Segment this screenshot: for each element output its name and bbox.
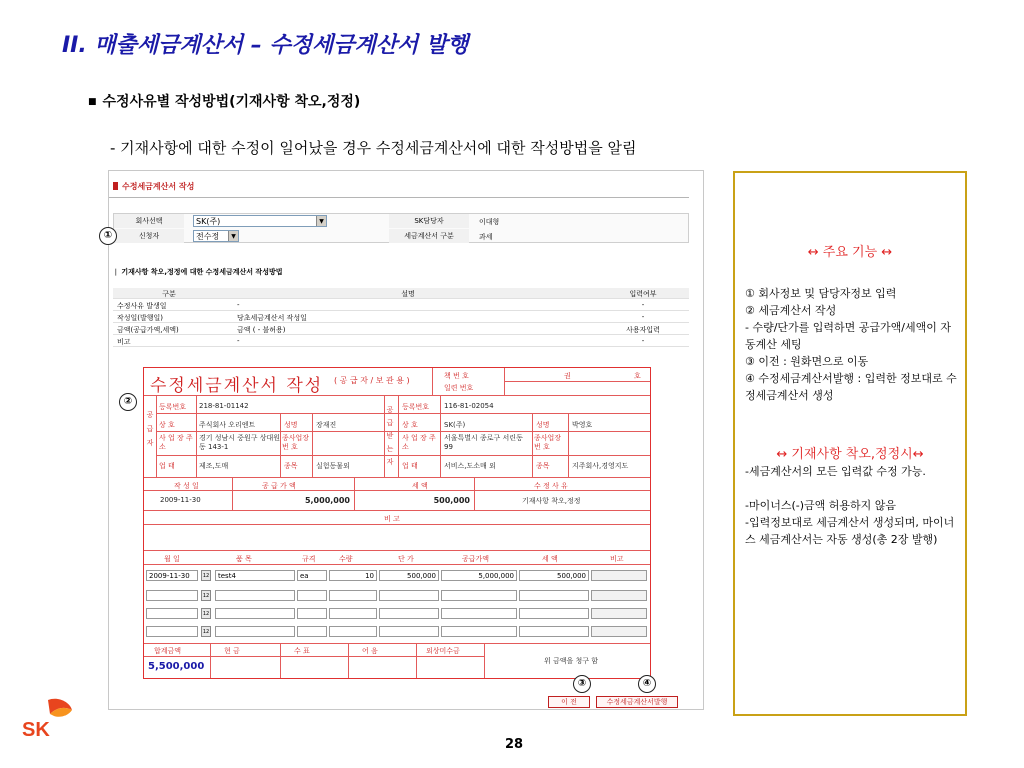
calendar-icon[interactable]: 12 xyxy=(201,626,211,637)
slide-description: - 기재사항에 대한 수정이 일어났을 경우 수정세금계산서에 대한 작성방법을 알림 xyxy=(110,139,637,157)
item-qty-input[interactable] xyxy=(329,590,377,601)
item-supply-input[interactable] xyxy=(441,590,517,601)
item-name-input[interactable] xyxy=(215,626,295,637)
item-name-input[interactable]: test4 xyxy=(215,570,295,581)
item-tax-input[interactable] xyxy=(519,626,589,637)
title-marker-icon xyxy=(113,182,118,190)
table-row: 금액(공급가액,세액) 금액 ( - 불허용) 사용자입력 xyxy=(113,324,689,335)
item-date-input[interactable] xyxy=(146,626,198,637)
item-date-input[interactable] xyxy=(146,590,198,601)
receiver-biz-type: 서비스,도소매 외 xyxy=(444,462,496,470)
item-price-input[interactable] xyxy=(379,590,439,601)
revision-reason: 기재사항 착오,정정 xyxy=(522,497,581,505)
supply-amount: 5,000,000 xyxy=(304,496,350,505)
supplier-address: 경기 성남시 중원구 상대원동 143-1 xyxy=(199,434,281,451)
item-qty-input[interactable] xyxy=(329,626,377,637)
company-select[interactable]: SK(주) ▼ xyxy=(193,215,327,227)
receiver-biz-item: 지주회사,경영지도 xyxy=(572,462,629,470)
sk-logo xyxy=(20,694,76,744)
correction-item: -마이너스(-)금액 허용하지 않음 xyxy=(745,499,897,512)
correction-heading: ↔ 기재사항 착오,정정시↔ xyxy=(776,447,924,462)
item-spec-input[interactable] xyxy=(297,626,327,637)
item-spec-input[interactable] xyxy=(297,608,327,619)
calendar-icon[interactable]: 12 xyxy=(201,590,211,601)
book-number-label: 책 번 호 xyxy=(444,372,469,380)
applicant-select[interactable]: 전수정 ▼ xyxy=(193,230,239,242)
feature-item: ③ 이전 : 원화면으로 이동 xyxy=(745,355,869,368)
item-qty-input[interactable]: 10 xyxy=(329,570,377,581)
total-amount: 5,500,000 xyxy=(148,661,205,672)
item-note-input[interactable] xyxy=(591,570,647,581)
table-header: 구분 설명 입력여부 xyxy=(113,288,689,299)
item-date-input[interactable] xyxy=(146,608,198,619)
receiver-reg-number: 116-81-02054 xyxy=(444,402,494,410)
features-heading: ↔ 주요 기능 ↔ xyxy=(807,245,893,260)
feature-item: ④ 수정세금계산서발행 : 입력한 정보대로 수정세금계산서 생성 xyxy=(745,372,957,402)
item-tax-input[interactable]: 500,000 xyxy=(519,570,589,581)
chevron-down-icon: ▼ xyxy=(316,216,326,226)
subtitle-text: 수정사유별 작성방법(기재사항 착오,정정) xyxy=(102,94,361,110)
chevron-down-icon: ▼ xyxy=(228,231,238,241)
applicant-label: 신청자 xyxy=(114,229,184,243)
calendar-icon[interactable]: 12 xyxy=(201,608,211,619)
receiver-name: SK(주) xyxy=(444,421,466,429)
slide-title: II. 매출세금계산서 – 수정세금계산서 발행 xyxy=(62,33,469,58)
item-note-input[interactable] xyxy=(591,590,647,601)
item-tax-input[interactable] xyxy=(519,590,589,601)
item-price-input[interactable] xyxy=(379,626,439,637)
supplier-side-label: 공급자 xyxy=(146,411,154,447)
page-number: 28 xyxy=(505,737,524,752)
supplier-biz-type: 제조,도매 xyxy=(199,462,229,470)
callout-badge-4: ④ xyxy=(638,675,656,693)
issue-button[interactable]: 수정세금계산서발행 xyxy=(596,696,678,708)
feature-item: - 수량/단가를 입력하면 공급가액/세액이 자동계산 세팅 xyxy=(745,321,952,351)
callout-badge-2: ② xyxy=(119,393,137,411)
receiver-side-label: 공급받는자 xyxy=(386,406,394,466)
type-value: 과세 xyxy=(479,233,493,241)
bullet-square-icon: ■ xyxy=(88,97,97,107)
feature-item: ② 세금계산서 작성 xyxy=(745,304,837,317)
supplier-biz-item: 실험동물외 xyxy=(316,462,350,470)
item-spec-input[interactable] xyxy=(297,590,327,601)
claim-text: 위 금액을 청구 함 xyxy=(544,657,599,665)
item-spec-input[interactable]: ea xyxy=(297,570,327,581)
table-row: 수정사유 발생일 - - xyxy=(113,300,689,311)
item-price-input[interactable] xyxy=(379,608,439,619)
svg-text:SK: SK xyxy=(22,719,50,740)
issue-date: 2009-11-30 xyxy=(160,496,201,504)
section-title: ❘ 기재사항 착오,정정에 대한 수정세금계산서 작성방법 xyxy=(113,268,283,276)
correction-item: -세금계산서의 모든 입력값 수정 가능. xyxy=(745,465,926,478)
table-row: 비고 - - xyxy=(113,336,689,347)
tax-amount: 500,000 xyxy=(433,496,470,505)
supplier-reg-number: 218-81-01142 xyxy=(199,402,249,410)
table-row: 작성일(발행일) 당초세금계산서 작성일 - xyxy=(113,312,689,323)
tax-invoice-form: 수정세금계산서 작성 ( 공 급 자 / 보 관 용 ) 책 번 호 일련 번호 권 호 공급자 공급받는자 등록번호 218-81-01142 등록번호 116-81-02054 상 호 주식회사 오리엔트 성명 장재진 상 호 SK(주) 성명 박영호 사 업 장 주 소 경기 성남시 중원구 상대원동 143-1 종사업장 번 호 사 업 장 주 소 서울특별시 종로구 서린동 99 종사업장 번 호 업 태 제조,도매 종목 실험동물외 업 태 서비스,도소매 외 종목 지주회사,경영지도 작 성 일 공 급 가 액 세 액 수 정 사 유 2009-11-30 5,000,000 500,000 기재사항 착오,정정 비 고 월 일 품 목 규격 수량 단 가 공급가액 세 액 비고 2009-11-30 12 test4 ea 10 500,000 5,000,000 500,000 12 12 12 합계금액 현 금 수 표 어 음 외상미수금 5,500,000 위 금액을 청구 함 xyxy=(143,367,651,679)
item-name-input[interactable] xyxy=(215,590,295,601)
item-tax-input[interactable] xyxy=(519,608,589,619)
serial-number-label: 일련 번호 xyxy=(444,384,474,392)
item-note-input[interactable] xyxy=(591,608,647,619)
item-name-input[interactable] xyxy=(215,608,295,619)
item-supply-input[interactable]: 5,000,000 xyxy=(441,570,517,581)
receiver-rep: 박영호 xyxy=(572,421,593,429)
receiver-address: 서울특별시 종로구 서린동 99 xyxy=(444,434,523,451)
prev-button[interactable]: 이 전 xyxy=(548,696,590,708)
form-copy-label: ( 공 급 자 / 보 관 용 ) xyxy=(334,376,410,385)
form-title: 수정세금계산서 작성 xyxy=(150,376,324,396)
correction-item: -입력정보대로 세금계산서 생성되며, 마이너스 세금계산서는 자동 생성(총 2장 발행) xyxy=(745,516,955,546)
slide-subtitle xyxy=(88,91,360,111)
manager-label: SK담당자 xyxy=(389,214,469,228)
type-label: 세금계산서 구분 xyxy=(389,229,469,243)
company-label: 회사선택 xyxy=(114,214,184,228)
supplier-name: 주식회사 오리엔트 xyxy=(199,421,256,429)
feature-item: ① 회사정보 및 담당자정보 입력 xyxy=(745,287,897,300)
item-supply-input[interactable] xyxy=(441,626,517,637)
item-date-input[interactable]: 2009-11-30 xyxy=(146,570,198,581)
calendar-icon[interactable]: 12 xyxy=(201,570,211,581)
manager-value: 이대형 xyxy=(479,218,500,226)
item-qty-input[interactable] xyxy=(329,608,377,619)
item-note-input[interactable] xyxy=(591,626,647,637)
callout-badge-3: ③ xyxy=(573,675,591,693)
item-price-input[interactable]: 500,000 xyxy=(379,570,439,581)
callout-badge-1: ① xyxy=(99,227,117,245)
item-supply-input[interactable] xyxy=(441,608,517,619)
app-title: 수정세금계산서 작성 xyxy=(113,181,194,192)
explanation-panel xyxy=(733,171,967,716)
supplier-rep: 장재진 xyxy=(316,421,337,429)
